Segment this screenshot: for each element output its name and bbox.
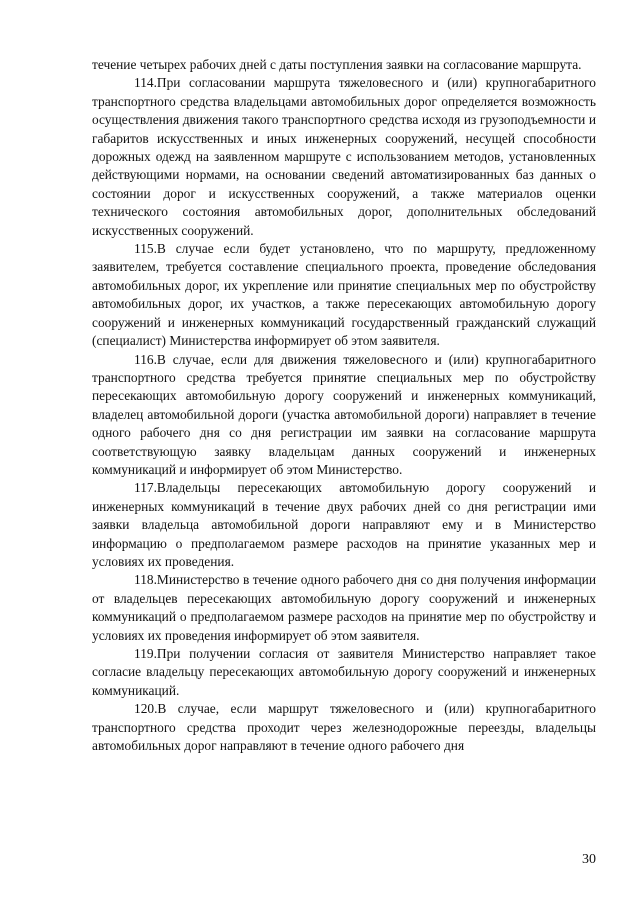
paragraph-116: 116.В случае, если для движения тяжеловесного и (или) крупногабаритного транспортного средства требуется принятие специальных мер по обустройству пересекающих автомобильную дорогу сооружений и инженерных коммуникаций, владелец автомобильной дороги (участка автомобильной дороги) направляет в течение одного рабочего дня со дня регистрации им заявки на согласование маршрута соответствующую заявку владельцам данных сооружений и инженерных коммуникаций и информирует об этом Министерство. — [92, 351, 596, 477]
paragraph-120: 120.В случае, если маршрут тяжеловесного и (или) крупногабаритного транспортного средства проходит через железнодорожные переезды, владельцы автомобильных дорог направляют в течение одного рабочего дня — [92, 701, 596, 754]
paragraph-continuation: течение четырех рабочих дней с даты поступления заявки на согласование маршрута. — [92, 57, 582, 72]
paragraph-114: 114.При согласовании маршрута тяжеловесного и (или) крупногабаритного транспортного средства владельцами автомобильных дорог определяется возможность осуществления движения такого транспортного средства исходя из грузоподъемности и габаритов искусственных и иных инженерных сооружений, несущей способности дорожных одежд на заявленном маршруте с использованием методов, установленных действующими нормами, на основании сведений автоматизированных баз данных о состоянии дорог и искусственных сооружений, а также материалов оценки технического состояния автомобильных дорог, дополнительных обследований искусственных сооружений. — [92, 75, 596, 238]
paragraph-117: 117.Владельцы пересекающих автомобильную дорогу сооружений и инженерных коммуникаций в течение двух рабочих дней со дня регистрации ими заявки владельца автомобильной дороги направляют ему и в Министерство информацию о предполагаемом размере расходов на принятие указанных мер и условиях их проведения. — [92, 480, 596, 569]
page-number: 30 — [582, 852, 596, 867]
paragraph-119: 119.При получении согласия от заявителя Министерство направляет такое согласие владельцу пересекающих автомобильную дорогу сооружений и инженерных коммуникаций. — [92, 646, 596, 698]
paragraph-115: 115.В случае если будет установлено, что по маршруту, предложенному заявителем, требуется составление специального проекта, проведение обследования автомобильных дорог, их укрепление или принятие специальных мер по обустройству автомобильных дорог, их участков, а также пересекающих автомобильную дорогу сооружений и инженерных коммуникаций государственный гражданский служащий (специалист) Министерства информирует об этом заявителя. — [92, 241, 596, 349]
document-page — [92, 56, 596, 755]
paragraph-118: 118.Министерство в течение одного рабочего дня со дня получения информации от владельцев пересекающих автомобильную дорогу сооружений и инженерных коммуникаций о предполагаемом размере расходов на принятие мер по обустройству и условиях их проведения информирует об этом заявителя. — [92, 572, 596, 643]
